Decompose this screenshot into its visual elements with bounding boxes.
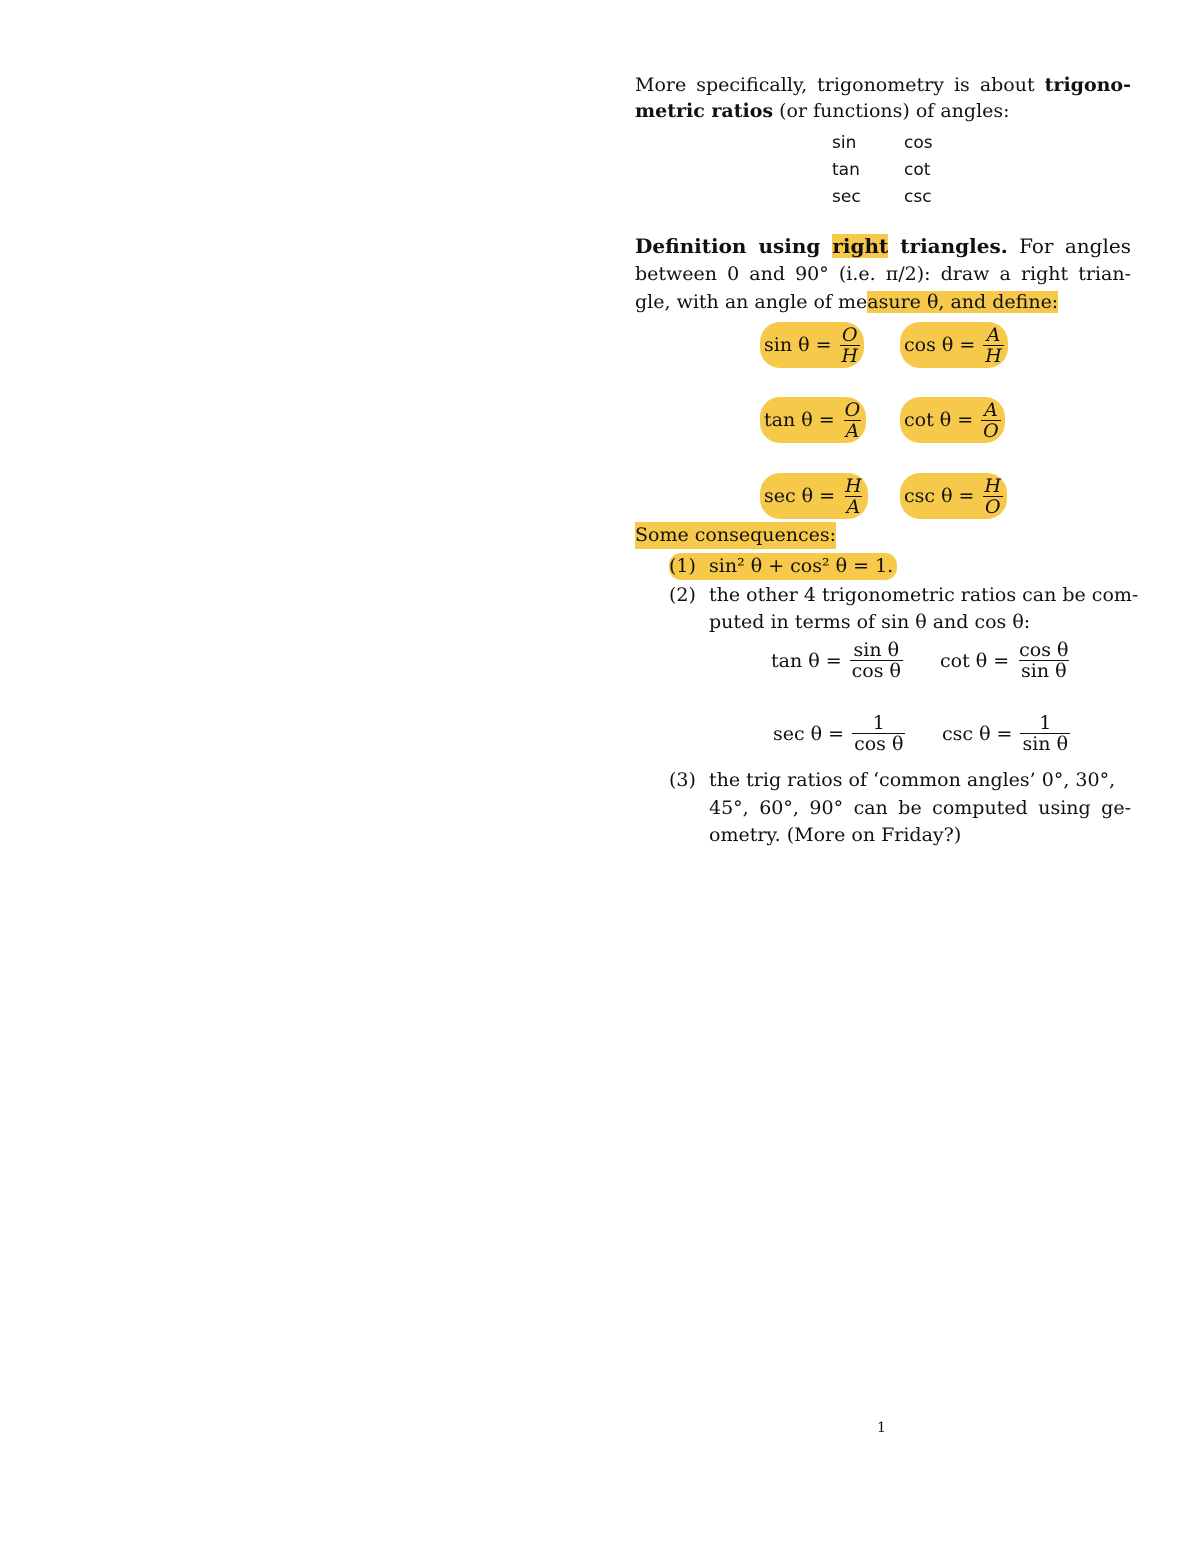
consequence-item-3 <box>669 767 1115 794</box>
definition-line-1 <box>635 233 1131 260</box>
item-label: (2) <box>669 584 696 606</box>
intro-text-2: (or functions) of angles: <box>773 100 1010 122</box>
function-row <box>832 157 976 184</box>
formula-lhs: tan θ = <box>764 409 835 431</box>
item-label: (1) <box>669 555 696 577</box>
formula-numerator: 1 <box>1039 712 1052 734</box>
consequence-item-3-cont: 45°, 60°, 90° can be computed using ge- <box>709 797 1131 819</box>
formula-sin <box>760 322 864 368</box>
formula-denominator: cos θ <box>854 733 904 755</box>
derived-cot <box>940 640 1070 681</box>
intro-bold-term: trigono- <box>1044 74 1131 96</box>
consequences-heading: Some consequences: <box>635 522 836 549</box>
formula-numerator: sin θ <box>853 639 900 661</box>
formula-lhs: cot θ = <box>904 409 974 431</box>
formula-lhs: tan θ = <box>771 649 842 672</box>
definition-heading-highlight: right <box>832 234 889 258</box>
function-name: sin <box>832 133 857 153</box>
formula-cos <box>900 322 1008 368</box>
formula-denominator: A <box>846 495 861 518</box>
definition-heading: Definition using <box>635 234 833 258</box>
formula-denominator: A <box>845 419 860 442</box>
consequence-item-2 <box>669 582 1138 609</box>
formula-numerator: H <box>984 474 1002 497</box>
function-list <box>832 130 976 211</box>
formula-lhs: sin θ = <box>764 334 832 356</box>
formula-denominator: O <box>983 419 999 442</box>
function-name: sec <box>832 187 861 207</box>
function-row <box>832 130 976 157</box>
intro-line-1 <box>635 72 1131 99</box>
formula-denominator: cos θ <box>851 660 901 682</box>
consequence-item-2-cont: puted in terms of sin θ and cos θ: <box>709 611 1031 633</box>
intro-bold-term-2: metric ratios <box>635 100 774 122</box>
definition-text: For angles <box>1007 234 1131 258</box>
formula-numerator: 1 <box>872 712 885 734</box>
definition-highlight: asure θ, and define: <box>867 291 1059 313</box>
function-name: cot <box>904 160 931 180</box>
definition-text-3: gle, with an angle of me <box>635 291 868 313</box>
formula-denominator: H <box>841 344 859 367</box>
formula-numerator: A <box>986 323 1001 346</box>
formula-lhs: sec θ = <box>764 485 836 507</box>
function-name: cos <box>904 133 933 153</box>
derived-csc <box>942 713 1070 754</box>
function-name: csc <box>904 187 932 207</box>
formula-lhs: csc θ = <box>942 722 1013 745</box>
function-row <box>832 184 976 211</box>
item-label: (3) <box>669 769 696 791</box>
page-number: 1 <box>877 1420 886 1436</box>
definition-line-2: between 0 and 90° (i.e. π/2): draw a right trian- <box>635 263 1131 285</box>
formula-numerator: A <box>984 398 998 421</box>
formula-denominator: O <box>984 495 1001 518</box>
formula-tan <box>760 397 866 443</box>
formula-csc <box>900 473 1007 519</box>
formula-lhs: cos θ = <box>904 334 976 356</box>
function-name: tan <box>832 160 860 180</box>
formula-denominator: sin θ <box>1022 733 1069 755</box>
formula-numerator: cos θ <box>1019 639 1069 661</box>
derived-tan <box>771 640 903 681</box>
formula-lhs: cot θ = <box>940 649 1010 672</box>
formula-numerator: O <box>842 323 858 346</box>
item-text: the other 4 trigonometric ratios can be com- <box>709 584 1139 606</box>
formula-cot <box>900 397 1005 443</box>
definition-heading-end: triangles. <box>888 234 1008 258</box>
item-text: the trig ratios of ‘common angles’ 0°, 30°, <box>709 769 1116 791</box>
formula-lhs: sec θ = <box>773 722 845 745</box>
definition-line-3 <box>635 289 1131 316</box>
item-text: sin² θ + cos² θ = 1. <box>709 555 894 577</box>
derived-sec <box>773 713 905 754</box>
intro-text: More specifically, trigonometry is about <box>635 74 1045 96</box>
consequence-item-1 <box>669 553 897 580</box>
formula-lhs: csc θ = <box>904 485 975 507</box>
consequence-item-3-cont-2: ometry. (More on Friday?) <box>709 824 962 846</box>
formula-denominator: H <box>985 344 1002 367</box>
formula-denominator: sin θ <box>1021 660 1067 682</box>
intro-line-2 <box>635 98 1131 125</box>
formula-numerator: H <box>845 474 862 497</box>
formula-numerator: O <box>844 398 861 421</box>
formula-sec <box>760 473 868 519</box>
